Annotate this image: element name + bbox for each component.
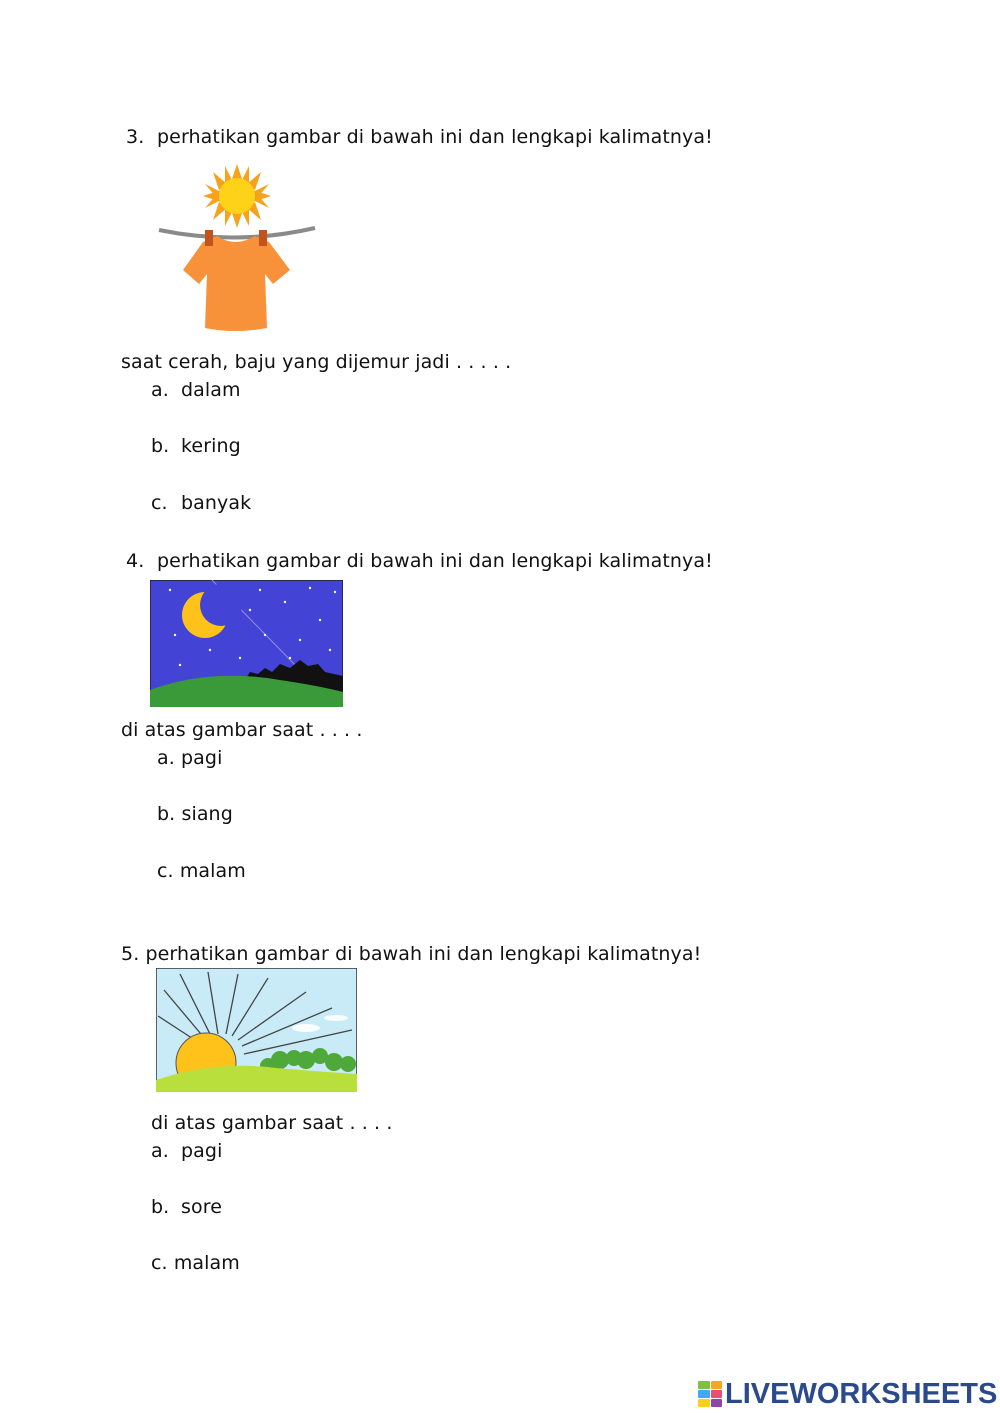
- sun-icon: [203, 164, 271, 228]
- q4-sentence: di atas gambar saat . . . .: [121, 719, 363, 741]
- q5-option-b[interactable]: sore: [181, 1196, 223, 1218]
- q5-prompt: 5. perhatikan gambar di bawah ini dan lengkapi kalimatnya!: [121, 943, 702, 965]
- q5-option-b-letter: b.: [151, 1196, 170, 1218]
- q4-option-b[interactable]: b. siang: [157, 803, 233, 825]
- q4-option-c[interactable]: c. malam: [157, 860, 246, 882]
- q3-prompt: perhatikan gambar di bawah ini dan lengkapi kalimatnya!: [157, 126, 713, 148]
- shirt-drying-in-sun-image: [155, 162, 320, 334]
- q3-option-b-letter: b.: [151, 435, 170, 457]
- q5-option-a-letter: a.: [151, 1140, 169, 1162]
- liveworksheets-brand[interactable]: [698, 1378, 997, 1410]
- q5-sentence: di atas gambar saat . . . .: [151, 1112, 393, 1134]
- q5-option-a[interactable]: pagi: [181, 1140, 223, 1162]
- q3-option-a[interactable]: dalam: [181, 379, 241, 401]
- q3-number: 3.: [126, 126, 145, 148]
- q3-option-b[interactable]: kering: [181, 435, 241, 457]
- q3-option-a-letter: a.: [151, 379, 169, 401]
- q3-option-c-letter: c.: [151, 492, 168, 514]
- liveworksheets-logo-icon: [698, 1381, 722, 1407]
- q3-option-c[interactable]: banyak: [181, 492, 252, 514]
- q4-number: 4.: [126, 550, 145, 572]
- brand-name: LIVEWORKSHEETS: [725, 1377, 998, 1410]
- q3-sentence: saat cerah, baju yang dijemur jadi . . . . .: [121, 351, 512, 373]
- q5-option-c[interactable]: c. malam: [151, 1252, 240, 1274]
- q4-prompt: perhatikan gambar di bawah ini dan lengkapi kalimatnya!: [157, 550, 713, 572]
- sunrise-landscape-image: [156, 968, 357, 1092]
- night-sky-moon-image: [150, 580, 343, 707]
- q4-option-a[interactable]: a. pagi: [157, 747, 223, 769]
